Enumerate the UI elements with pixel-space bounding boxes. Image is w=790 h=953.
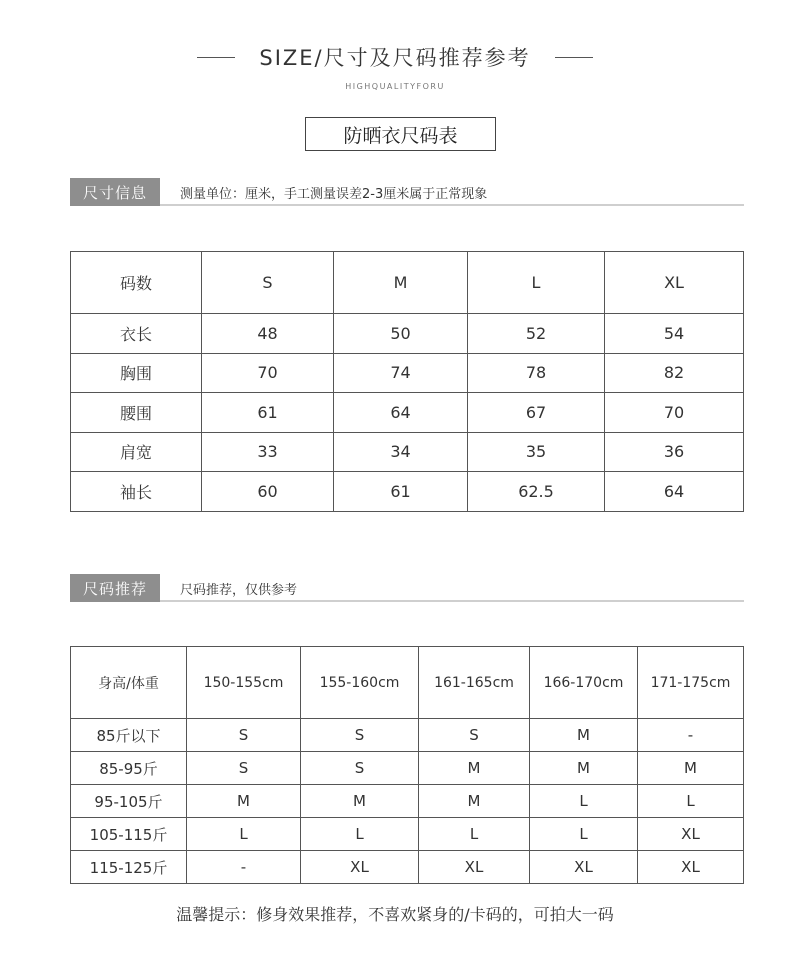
- table-cell: 50: [334, 314, 468, 354]
- table-cell: 54: [605, 314, 744, 354]
- table-cell: 62.5: [468, 472, 605, 512]
- table-cell: S: [301, 752, 419, 785]
- column-header: 166-170cm: [530, 647, 638, 719]
- table-header-row: [71, 252, 744, 314]
- table-cell: L: [187, 818, 301, 851]
- table-cell: 36: [605, 432, 744, 472]
- table-cell: 34: [334, 432, 468, 472]
- table-cell: 82: [605, 353, 744, 393]
- size-info-note: 测量单位：厘米，手工测量误差2-3厘米属于正常现象: [180, 186, 488, 202]
- table-cell: L: [530, 818, 638, 851]
- table-cell: 48: [202, 314, 334, 354]
- recommend-tag: 尺码推荐: [70, 574, 160, 602]
- table-cell: XL: [530, 851, 638, 884]
- table-cell: -: [187, 851, 301, 884]
- table-cell: 60: [202, 472, 334, 512]
- row-label: 胸围: [71, 353, 202, 393]
- table-cell: M: [530, 719, 638, 752]
- size-tip: 温馨提示：修身效果推荐，不喜欢紧身的/卡码的，可拍大一码: [176, 905, 614, 924]
- size-row: [71, 314, 744, 354]
- column-header: XL: [605, 252, 744, 314]
- page-title-text: SIZE/尺寸及尺码推荐参考: [259, 46, 531, 70]
- recommend-table: [70, 646, 744, 884]
- recommend-row: [71, 818, 744, 851]
- table-cell: L: [638, 785, 744, 818]
- table-cell: 64: [334, 393, 468, 433]
- recommend-row: [71, 851, 744, 884]
- table-header-row: [71, 647, 744, 719]
- size-row: [71, 472, 744, 512]
- row-label: 袖长: [71, 472, 202, 512]
- column-header: S: [202, 252, 334, 314]
- table-cell: 67: [468, 393, 605, 433]
- row-label: 衣长: [71, 314, 202, 354]
- recommend-row: [71, 752, 744, 785]
- row-label: 105-115斤: [71, 818, 187, 851]
- table-cell: S: [187, 752, 301, 785]
- recommend-note: 尺码推荐，仅供参考: [180, 582, 298, 598]
- table-cell: XL: [419, 851, 530, 884]
- recommend-row: [71, 785, 744, 818]
- table-cell: 70: [202, 353, 334, 393]
- column-header: 码数: [71, 252, 202, 314]
- table-cell: 35: [468, 432, 605, 472]
- table-cell: M: [530, 752, 638, 785]
- table-cell: S: [301, 719, 419, 752]
- title-left-divider: [197, 57, 235, 58]
- row-label: 95-105斤: [71, 785, 187, 818]
- table-cell: XL: [638, 818, 744, 851]
- row-label: 85-95斤: [71, 752, 187, 785]
- recommend-section-bar: [70, 574, 744, 602]
- row-label: 115-125斤: [71, 851, 187, 884]
- table-cell: 61: [202, 393, 334, 433]
- chart-name-box: 防晒衣尺码表: [305, 117, 496, 151]
- column-header: L: [468, 252, 605, 314]
- table-cell: M: [419, 785, 530, 818]
- column-header: 171-175cm: [638, 647, 744, 719]
- table-cell: 33: [202, 432, 334, 472]
- title-right-divider: [555, 57, 593, 58]
- size-info-table: [70, 251, 744, 512]
- size-row: [71, 432, 744, 472]
- row-label: 腰围: [71, 393, 202, 433]
- size-row: [71, 393, 744, 433]
- column-header: M: [334, 252, 468, 314]
- table-cell: XL: [301, 851, 419, 884]
- table-cell: L: [530, 785, 638, 818]
- table-cell: M: [187, 785, 301, 818]
- size-row: [71, 353, 744, 393]
- column-header: 150-155cm: [187, 647, 301, 719]
- page-title: [0, 40, 790, 74]
- column-header: 155-160cm: [301, 647, 419, 719]
- page-subtitle: HIGHQUALITYFORU: [345, 82, 445, 91]
- table-cell: 70: [605, 393, 744, 433]
- table-cell: M: [638, 752, 744, 785]
- table-cell: M: [301, 785, 419, 818]
- table-cell: 64: [605, 472, 744, 512]
- table-cell: 78: [468, 353, 605, 393]
- table-cell: L: [301, 818, 419, 851]
- recommend-row: [71, 719, 744, 752]
- table-cell: S: [187, 719, 301, 752]
- table-cell: S: [419, 719, 530, 752]
- row-label: 85斤以下: [71, 719, 187, 752]
- table-cell: -: [638, 719, 744, 752]
- table-cell: L: [419, 818, 530, 851]
- column-header: 身高/体重: [71, 647, 187, 719]
- size-info-tag: 尺寸信息: [70, 178, 160, 206]
- table-cell: XL: [638, 851, 744, 884]
- row-label: 肩宽: [71, 432, 202, 472]
- table-cell: M: [419, 752, 530, 785]
- table-cell: 61: [334, 472, 468, 512]
- size-info-section-bar: [70, 178, 744, 206]
- table-cell: 74: [334, 353, 468, 393]
- table-cell: 52: [468, 314, 605, 354]
- column-header: 161-165cm: [419, 647, 530, 719]
